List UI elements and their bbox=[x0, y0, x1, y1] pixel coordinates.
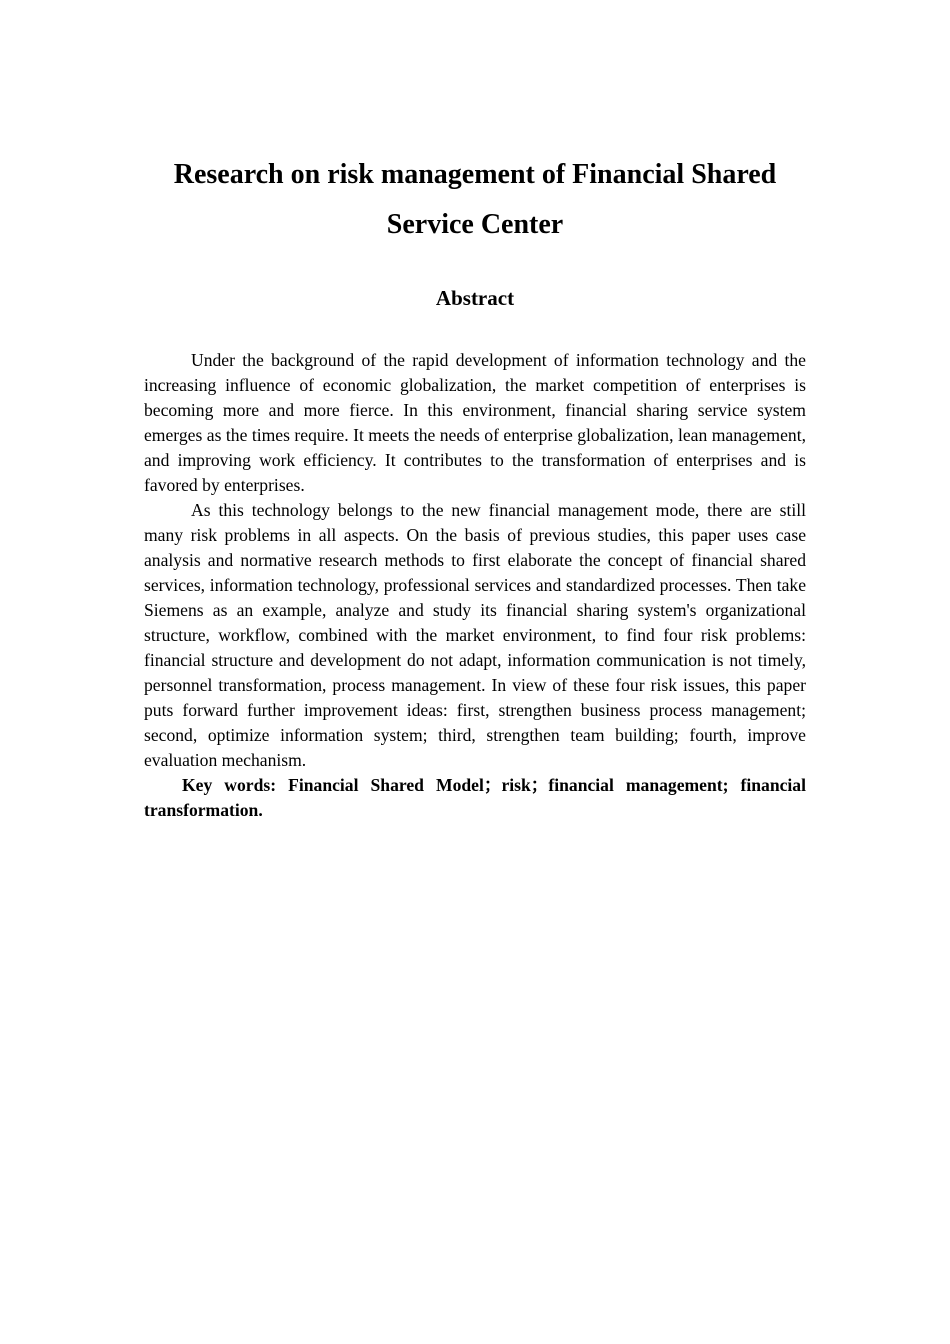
abstract-paragraph-1: Under the background of the rapid development of information technology and the increasing influence of economic globalization, the market competition of enterprises is becoming more and more fierce. In this environment, financial sharing service system emerges as the times require. It meets the needs of enterprise globalization, lean management, and improving work efficiency. It contributes to the transformation of enterprises and is favored by enterprises. bbox=[144, 350, 806, 495]
abstract-paragraph-2: As this technology belongs to the new financial management mode, there are still many risk problems in all aspects. On the basis of previous studies, this paper uses case analysis and normative research methods to first elaborate the concept of financial shared services, information technology, professional services and standardized processes. Then take Siemens as an example, analyze and study its financial sharing system's organizational structure, workflow, combined with the market environment, to find four risk problems: financial structure and development do not adapt, information communication is not timely, personnel transformation, process management. In view of these four risk issues, this paper puts forward further improvement ideas: first, strengthen business process management; second, optimize information system; third, strengthen team building; fourth, improve evaluation mechanism. bbox=[144, 500, 806, 770]
abstract-heading: Abstract bbox=[435, 286, 515, 310]
abstract-body bbox=[144, 348, 806, 823]
keywords: Key words: Financial Shared Model；risk；financial management; financial transformation. bbox=[144, 775, 806, 820]
paper-title: Research on risk management of Financial Shared Service Center bbox=[173, 159, 777, 240]
